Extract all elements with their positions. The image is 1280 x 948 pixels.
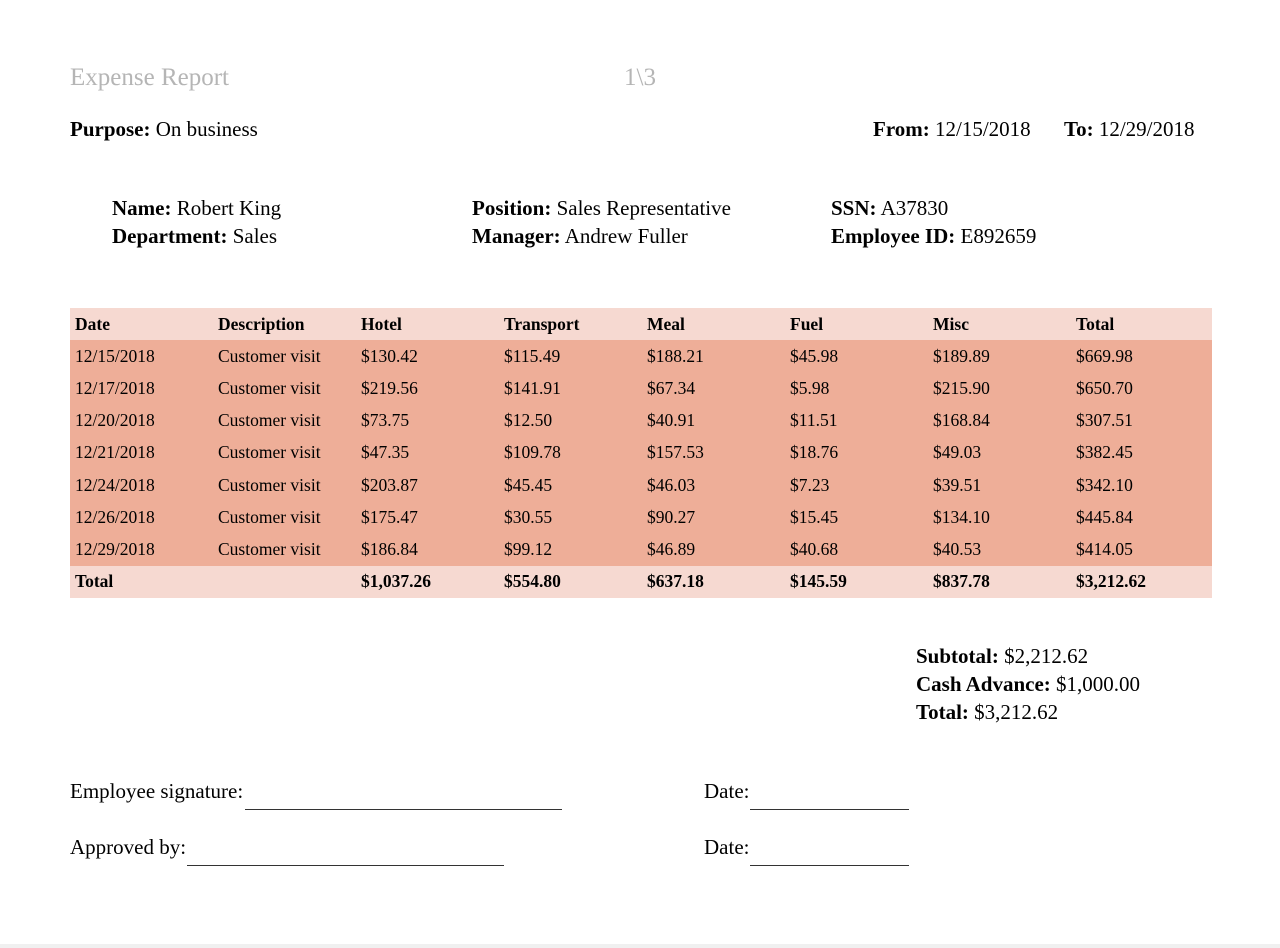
table-cell: $115.49 — [504, 345, 561, 366]
table-header-row — [70, 308, 1212, 340]
table-cell: $186.84 — [361, 538, 418, 559]
table-total-row — [70, 566, 1212, 598]
table-cell: $46.03 — [647, 474, 696, 495]
table-cell: Customer visit — [218, 442, 321, 463]
total-cell: $637.18 — [647, 571, 704, 592]
total-cell — [213, 566, 356, 598]
table-row — [70, 533, 1212, 565]
table-row — [70, 469, 1212, 501]
ssn-field — [831, 194, 948, 222]
total-cell: $837.78 — [933, 571, 990, 592]
table-cell: 12/15/2018 — [75, 345, 155, 366]
total-cell: $554.80 — [504, 571, 561, 592]
table-cell: $15.45 — [790, 506, 839, 527]
cash-advance-value: $1,000.00 — [1056, 672, 1141, 696]
table-row — [70, 501, 1212, 533]
employee-id-field — [831, 222, 1036, 250]
department-field — [112, 222, 277, 250]
column-header: Total — [1076, 313, 1115, 334]
table-cell: $175.47 — [361, 506, 418, 527]
page-number: 1\3 — [624, 64, 656, 91]
employee-date-line[interactable] — [750, 809, 909, 810]
position-value: Sales Representative — [556, 196, 731, 220]
table-cell: $215.90 — [933, 377, 990, 398]
table-cell: $39.51 — [933, 474, 982, 495]
cash-advance-label: Cash Advance: — [916, 672, 1051, 696]
table-cell: $12.50 — [504, 410, 553, 431]
position-label: Position: — [472, 196, 552, 220]
column-header: Description — [218, 313, 305, 334]
table-cell: $46.89 — [647, 538, 696, 559]
table-row — [70, 340, 1212, 372]
table-row — [70, 372, 1212, 404]
table-cell: Customer visit — [218, 377, 321, 398]
from-label: From: — [873, 117, 930, 141]
column-header: Fuel — [790, 313, 824, 334]
table-cell: $141.91 — [504, 377, 561, 398]
grand-total-label: Total: — [916, 700, 969, 724]
grand-total-value: $3,212.62 — [974, 700, 1059, 724]
table-cell: $30.55 — [504, 506, 553, 527]
table-cell: 12/21/2018 — [75, 442, 155, 463]
column-header: Date — [75, 313, 110, 334]
employee-signature-line[interactable] — [245, 809, 562, 810]
table-cell: $49.03 — [933, 442, 982, 463]
table-cell: $414.05 — [1076, 538, 1133, 559]
purpose-field — [70, 115, 258, 143]
employee-id-value: E892659 — [960, 224, 1037, 248]
column-header: Misc — [933, 313, 969, 334]
column-header: Meal — [647, 313, 685, 334]
manager-label: Manager: — [472, 224, 561, 248]
approver-date-label: Date: — [704, 835, 750, 859]
table-cell: 12/17/2018 — [75, 377, 155, 398]
employee-date-label: Date: — [704, 779, 750, 803]
expense-table — [70, 308, 1212, 598]
table-row — [70, 405, 1212, 437]
table-cell: Customer visit — [218, 506, 321, 527]
table-cell: $445.84 — [1076, 506, 1133, 527]
to-label: To: — [1064, 117, 1094, 141]
cash-advance-field — [916, 670, 1140, 698]
table-cell: $669.98 — [1076, 345, 1133, 366]
employee-id-label: Employee ID: — [831, 224, 956, 248]
table-cell: Customer visit — [218, 410, 321, 431]
grand-total-field — [916, 698, 1058, 726]
table-cell: $188.21 — [647, 345, 704, 366]
table-cell: 12/29/2018 — [75, 538, 155, 559]
table-cell: $168.84 — [933, 410, 990, 431]
table-cell: $18.76 — [790, 442, 839, 463]
ssn-value: A37830 — [880, 196, 949, 220]
total-cell: $3,212.62 — [1076, 571, 1146, 592]
ssn-label: SSN: — [831, 196, 877, 220]
purpose-value: On business — [155, 117, 258, 141]
subtotal-field — [916, 642, 1088, 670]
table-cell: $90.27 — [647, 506, 696, 527]
column-header: Transport — [504, 313, 580, 334]
table-cell: $109.78 — [504, 442, 561, 463]
manager-field — [472, 222, 688, 250]
employee-signature-label: Employee signature: — [70, 779, 244, 803]
table-cell: $45.98 — [790, 345, 839, 366]
department-label: Department: — [112, 224, 228, 248]
report-title: Expense Report — [70, 64, 229, 91]
purpose-label: Purpose: — [70, 117, 151, 141]
employee-name-field — [112, 194, 281, 222]
table-cell: $45.45 — [504, 474, 553, 495]
table-cell: $203.87 — [361, 474, 418, 495]
subtotal-value: $2,212.62 — [1004, 644, 1089, 668]
table-cell: $342.10 — [1076, 474, 1133, 495]
from-field — [873, 115, 1031, 143]
table-cell: $130.42 — [361, 345, 418, 366]
table-cell: 12/20/2018 — [75, 410, 155, 431]
approver-date-line[interactable] — [750, 865, 909, 866]
table-row — [70, 437, 1212, 469]
table-cell: 12/26/2018 — [75, 506, 155, 527]
table-cell: $7.23 — [790, 474, 830, 495]
name-label: Name: — [112, 196, 172, 220]
table-cell: $11.51 — [790, 410, 838, 431]
subtotal-label: Subtotal: — [916, 644, 999, 668]
from-value: 12/15/2018 — [935, 117, 1031, 141]
table-cell: $40.53 — [933, 538, 982, 559]
total-cell: Total — [75, 571, 114, 592]
table-cell: Customer visit — [218, 538, 321, 559]
table-cell: 12/24/2018 — [75, 474, 155, 495]
table-cell: $5.98 — [790, 377, 830, 398]
table-cell: $382.45 — [1076, 442, 1133, 463]
table-cell: $67.34 — [647, 377, 696, 398]
table-cell: $40.91 — [647, 410, 696, 431]
table-cell: $40.68 — [790, 538, 839, 559]
approved-by-line[interactable] — [187, 865, 504, 866]
table-cell: Customer visit — [218, 345, 321, 366]
table-cell: $650.70 — [1076, 377, 1133, 398]
table-cell: $134.10 — [933, 506, 990, 527]
to-value: 12/29/2018 — [1098, 117, 1195, 141]
column-header: Hotel — [361, 313, 402, 334]
table-cell: $99.12 — [504, 538, 553, 559]
approved-by-label: Approved by: — [70, 835, 187, 859]
department-value: Sales — [232, 224, 278, 248]
table-cell: $189.89 — [933, 345, 990, 366]
expense-table-container — [70, 308, 1212, 598]
name-value: Robert King — [176, 196, 282, 220]
table-cell: $219.56 — [361, 377, 418, 398]
table-cell: $307.51 — [1076, 410, 1133, 431]
table-cell: Customer visit — [218, 474, 321, 495]
page-bottom-edge — [0, 944, 1280, 948]
table-cell: $73.75 — [361, 410, 410, 431]
manager-value: Andrew Fuller — [564, 224, 688, 248]
total-cell: $1,037.26 — [361, 571, 431, 592]
total-cell: $145.59 — [790, 571, 847, 592]
position-field — [472, 194, 731, 222]
table-cell: $47.35 — [361, 442, 410, 463]
table-cell: $157.53 — [647, 442, 704, 463]
to-field — [1064, 115, 1195, 143]
